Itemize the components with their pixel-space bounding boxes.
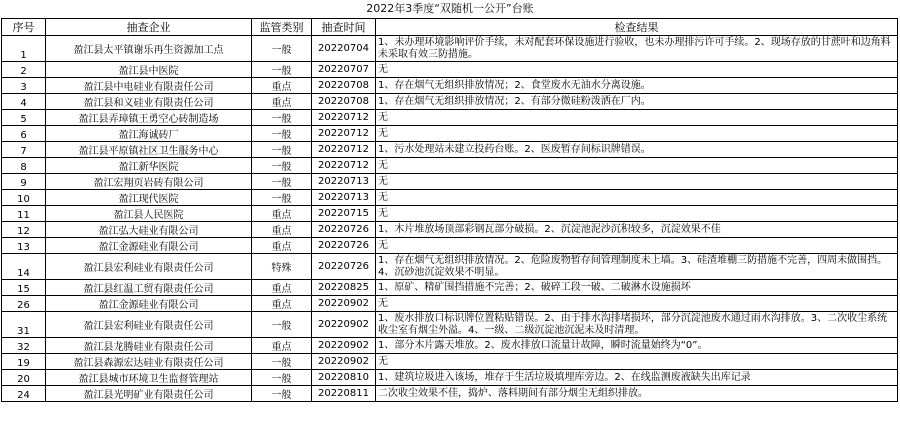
table-row	[2, 36, 898, 62]
row-result: 无	[376, 62, 898, 78]
row-enterprise: 盈江县龙腾硅业有限责任公司	[46, 338, 252, 354]
row-result: 无	[376, 190, 898, 206]
row-category: 重点	[252, 238, 312, 254]
row-date: 20220713	[312, 190, 376, 206]
row-date: 20220811	[312, 386, 376, 402]
table-row	[2, 386, 898, 402]
table-row	[2, 280, 898, 296]
table-row	[2, 338, 898, 354]
table-row	[2, 94, 898, 110]
row-seq: 26	[2, 296, 46, 312]
table-row	[2, 174, 898, 190]
table-row	[2, 370, 898, 386]
row-seq: 8	[2, 158, 46, 174]
row-enterprise: 盈江金源硅业有限公司	[46, 238, 252, 254]
header-result: 检查结果	[376, 19, 898, 36]
row-enterprise: 盈江县城市环境卫生监督管理站	[46, 370, 252, 386]
row-seq: 3	[2, 78, 46, 94]
row-date: 20220707	[312, 62, 376, 78]
row-enterprise: 盈江县平原镇社区卫生服务中心	[46, 142, 252, 158]
row-result: 无	[376, 126, 898, 142]
row-enterprise: 盈江弘大硅业有限公司	[46, 222, 252, 238]
row-result: 无	[376, 174, 898, 190]
row-seq: 20	[2, 370, 46, 386]
table-row	[2, 222, 898, 238]
row-seq: 7	[2, 142, 46, 158]
row-category: 一般	[252, 312, 312, 338]
row-result: 无	[376, 296, 898, 312]
row-date: 20220708	[312, 78, 376, 94]
row-seq: 19	[2, 354, 46, 370]
row-category: 一般	[252, 386, 312, 402]
row-category: 一般	[252, 354, 312, 370]
row-date: 20220902	[312, 296, 376, 312]
row-date: 20220825	[312, 280, 376, 296]
row-enterprise: 盈江新华医院	[46, 158, 252, 174]
table-row	[2, 296, 898, 312]
row-result: 1、存在烟气无组织排放情况。2、危险废物暂存间管理制度未上墙。3、硅渣堆棚三防措施不完善，四周未做围挡。4、沉砂池沉淀效果不明显。	[376, 254, 898, 280]
table-row	[2, 238, 898, 254]
header-enterprise: 抽查企业	[46, 19, 252, 36]
table-row	[2, 158, 898, 174]
row-enterprise: 盈江金源硅业有限公司	[46, 296, 252, 312]
row-date: 20220715	[312, 206, 376, 222]
table-row	[2, 126, 898, 142]
row-enterprise: 盈江县中医院	[46, 62, 252, 78]
row-seq: 14	[2, 254, 46, 280]
row-date: 20220708	[312, 94, 376, 110]
row-date: 20220902	[312, 354, 376, 370]
row-result: 无	[376, 238, 898, 254]
row-result: 无	[376, 158, 898, 174]
row-result: 无	[376, 354, 898, 370]
row-result: 1、木片堆放场顶部彩钢瓦部分破损。2、沉淀池泥沙沉积较多，沉淀效果不佳	[376, 222, 898, 238]
row-enterprise: 盈江县中电硅业有限责任公司	[46, 78, 252, 94]
row-category: 一般	[252, 62, 312, 78]
row-seq: 5	[2, 110, 46, 126]
row-category: 一般	[252, 190, 312, 206]
row-date: 20220712	[312, 126, 376, 142]
row-result: 1、部分木片露天堆放。2、废水排放口流量计故障，瞬时流量始终为“0”。	[376, 338, 898, 354]
row-date: 20220902	[312, 312, 376, 338]
row-date: 20220713	[312, 174, 376, 190]
row-category: 一般	[252, 370, 312, 386]
row-seq: 2	[2, 62, 46, 78]
row-seq: 1	[2, 36, 46, 62]
row-result: 1、污水处理站未建立投药台账。2、医废暂存间标识牌错误。	[376, 142, 898, 158]
table-row	[2, 190, 898, 206]
header-date: 抽查时间	[312, 19, 376, 36]
row-enterprise: 盈江县光明矿业有限责任公司	[46, 386, 252, 402]
row-enterprise: 盈江县红温工贸有限责任公司	[46, 280, 252, 296]
row-category: 重点	[252, 338, 312, 354]
row-date: 20220810	[312, 370, 376, 386]
row-seq: 12	[2, 222, 46, 238]
row-result: 1、存在烟气无组织排放情况；2、有部分微硅粉泼洒在厂内。	[376, 94, 898, 110]
row-category: 一般	[252, 158, 312, 174]
row-seq: 9	[2, 174, 46, 190]
row-category: 重点	[252, 78, 312, 94]
row-seq: 6	[2, 126, 46, 142]
row-result: 无	[376, 110, 898, 126]
row-seq: 13	[2, 238, 46, 254]
row-category: 重点	[252, 222, 312, 238]
row-result: 1、未办理环境影响评价手续，未对配套环保设施进行验收，也未办理排污许可手续。2、现场存放的甘蔗叶和边角料未采取有效三防措施。	[376, 36, 898, 62]
row-category: 重点	[252, 206, 312, 222]
row-enterprise: 盈江现代医院	[46, 190, 252, 206]
row-seq: 4	[2, 94, 46, 110]
row-date: 20220712	[312, 142, 376, 158]
row-seq: 32	[2, 338, 46, 354]
row-category: 重点	[252, 280, 312, 296]
inspection-table	[1, 18, 898, 402]
row-category: 一般	[252, 126, 312, 142]
table-row	[2, 206, 898, 222]
row-seq: 24	[2, 386, 46, 402]
row-result: 1、废水排放口标识牌位置粘贴错误。2、由于排水沟排堵损坏，部分沉淀池废水通过雨水沟排放。3、二次收尘系统收尘室有烟尘外溢。4、一级、二级沉淀池沉泥未及时清理。	[376, 312, 898, 338]
row-result: 无	[376, 206, 898, 222]
table-row	[2, 354, 898, 370]
table-row	[2, 142, 898, 158]
sheet-title: 2022年3季度“双随机一公开”台账	[366, 2, 534, 15]
row-category: 重点	[252, 296, 312, 312]
row-category: 重点	[252, 94, 312, 110]
row-date: 20220726	[312, 254, 376, 280]
row-date: 20220726	[312, 222, 376, 238]
table-row	[2, 62, 898, 78]
row-enterprise: 盈江海诚砖厂	[46, 126, 252, 142]
row-date: 20220902	[312, 338, 376, 354]
row-category: 一般	[252, 174, 312, 190]
row-enterprise: 盈江县弄璋镇王勇空心砖制造场	[46, 110, 252, 126]
row-seq: 15	[2, 280, 46, 296]
row-result: 二次收尘效果不佳，捣炉、落料期间有部分烟尘无组织排放。	[376, 386, 898, 402]
table-row	[2, 254, 898, 280]
row-result: 1、存在烟气无组织排放情况；2、食堂废水无油水分离设施。	[376, 78, 898, 94]
row-seq: 11	[2, 206, 46, 222]
table-row	[2, 110, 898, 126]
row-result: 1、原矿、精矿围挡措施不完善；2、破碎工段一破、二破淋水设施损坏	[376, 280, 898, 296]
row-date: 20220726	[312, 238, 376, 254]
row-date: 20220712	[312, 158, 376, 174]
row-seq: 10	[2, 190, 46, 206]
row-date: 20220712	[312, 110, 376, 126]
row-enterprise: 盈江宏翔页岩砖有限公司	[46, 174, 252, 190]
row-enterprise: 盈江县宏利硅业有限责任公司	[46, 254, 252, 280]
row-category: 一般	[252, 36, 312, 62]
row-date: 20220704	[312, 36, 376, 62]
row-enterprise: 盈江县人民医院	[46, 206, 252, 222]
row-enterprise: 盈江县太平镇谢乐再生资源加工点	[46, 36, 252, 62]
table-row	[2, 312, 898, 338]
header-seq: 序号	[2, 19, 46, 36]
header-row	[2, 19, 898, 36]
table-row	[2, 78, 898, 94]
row-category: 特殊	[252, 254, 312, 280]
row-enterprise: 盈江县宏利硅业有限责任公司	[46, 312, 252, 338]
row-category: 一般	[252, 142, 312, 158]
row-result: 1、建筑垃圾进入该场，堆存于生活垃圾填埋库旁边。2、在线监测废液缺失出库记录	[376, 370, 898, 386]
row-seq: 31	[2, 312, 46, 338]
row-category: 一般	[252, 110, 312, 126]
row-enterprise: 盈江县森源宏达硅业有限责任公司	[46, 354, 252, 370]
header-category: 监管类别	[252, 19, 312, 36]
row-enterprise: 盈江县和义硅业有限责任公司	[46, 94, 252, 110]
